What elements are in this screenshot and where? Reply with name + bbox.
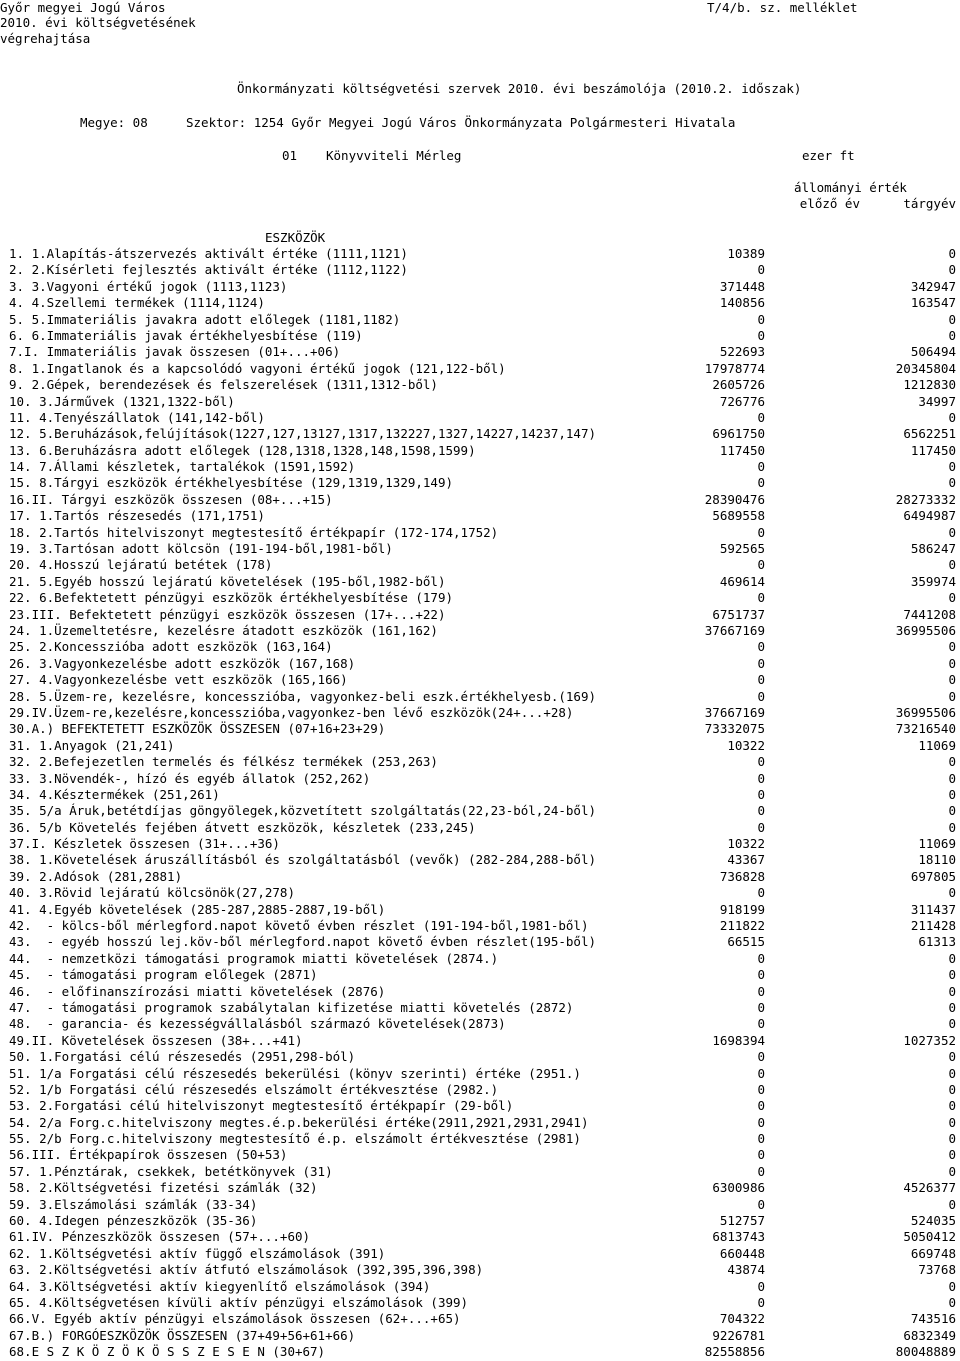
value-current-year: 4526377 <box>903 1180 956 1196</box>
row-label: 51. 1/a Forgatási célú részesedés bekerülési (könyv szerinti) értéke (2951.) <box>9 1065 581 1081</box>
row-label: 45. - támogatási program előlegek (2871) <box>9 967 318 983</box>
table-row <box>0 557 960 573</box>
table-row <box>0 1000 960 1016</box>
value-previous-year: 0 <box>757 983 765 999</box>
row-label: 22. 6.Befektetett pénzügyi eszközök értékhelyesbítése (179) <box>9 590 454 606</box>
value-previous-year: 0 <box>757 1114 765 1130</box>
value-previous-year: 0 <box>757 639 765 655</box>
value-previous-year: 10322 <box>727 836 765 852</box>
table-row <box>0 1164 960 1180</box>
report-title: Önkormányzati költségvetési szervek 2010. évi beszámolója (2010.2. időszak) <box>237 81 802 96</box>
value-current-year: 0 <box>948 983 956 999</box>
table-row <box>0 967 960 983</box>
table-row <box>0 623 960 639</box>
value-current-year: 0 <box>948 262 956 278</box>
value-previous-year: 73332075 <box>704 721 765 737</box>
value-current-year: 0 <box>948 803 956 819</box>
row-label: 11. 4.Tenyészállatok (141,142-ből) <box>9 409 265 425</box>
row-label: 63. 2.Költségvetési aktív átfutó elszámolások (392,395,396,398) <box>9 1262 484 1278</box>
table-row <box>0 787 960 803</box>
value-previous-year: 117450 <box>719 442 765 458</box>
value-previous-year: 1698394 <box>712 1032 765 1048</box>
table-row <box>0 295 960 311</box>
row-label: 26. 3.Vagyonkezelésbe adott eszközök (167,168) <box>9 655 356 671</box>
table-row <box>0 934 960 950</box>
value-previous-year: 469614 <box>719 573 765 589</box>
value-current-year: 1027352 <box>903 1032 956 1048</box>
value-current-year: 0 <box>948 311 956 327</box>
value-previous-year: 0 <box>757 327 765 343</box>
value-previous-year: 43367 <box>727 852 765 868</box>
table-row <box>0 1098 960 1114</box>
value-previous-year: 0 <box>757 819 765 835</box>
table-row <box>0 590 960 606</box>
value-previous-year: 726776 <box>719 393 765 409</box>
row-label: 33. 3.Növendék-, hízó és egyéb állatok (252,262) <box>9 770 371 786</box>
row-label: 55. 2/b Forg.c.hitelviszony megtestesítő é.p. elszámolt értékvesztése (2981) <box>9 1131 581 1147</box>
table-row <box>0 639 960 655</box>
table-row <box>0 1082 960 1098</box>
value-current-year: 743516 <box>910 1311 956 1327</box>
table-row <box>0 312 960 328</box>
row-label: 60. 4.Idegen pénzeszközök (35-36) <box>9 1213 258 1229</box>
value-current-year: 586247 <box>910 541 956 557</box>
value-current-year: 697805 <box>910 868 956 884</box>
row-label: 25. 2.Koncesszióba adott eszközök (163,164) <box>9 639 333 655</box>
table-row <box>0 262 960 278</box>
value-current-year: 0 <box>948 967 956 983</box>
value-previous-year: 371448 <box>719 278 765 294</box>
value-current-year: 11069 <box>918 737 956 753</box>
row-label: 59. 3.Elszámolási számlák (33-34) <box>9 1196 258 1212</box>
value-current-year: 506494 <box>910 344 956 360</box>
value-previous-year: 0 <box>757 1295 765 1310</box>
row-label: 38. 1.Követelések áruszállításból és szolgáltatásból (vevők) (282-284,288-ből) <box>9 852 596 868</box>
table-row <box>0 426 960 442</box>
attachment-label: T/4/b. sz. melléklet <box>707 0 858 15</box>
row-label: 18. 2.Tartós hitelviszonyt megtestesítő értékpapír (172-174,1752) <box>9 524 499 540</box>
value-current-year: 0 <box>948 1295 956 1310</box>
value-current-year: 0 <box>948 672 956 688</box>
value-current-year: 0 <box>948 1163 956 1179</box>
value-current-year: 311437 <box>910 901 956 917</box>
value-current-year: 0 <box>948 655 956 671</box>
column-header-current-year: tárgyév <box>903 196 956 211</box>
row-label: 15. 8.Tárgyi eszközök értékhelyesbítése (129,1319,1329,149) <box>9 475 454 491</box>
row-label: 54. 2/a Forg.c.hitelviszony megtes.é.p.bekerülési értéke(2911,2921,2931,2941) <box>9 1114 589 1130</box>
row-label: 20. 4.Hosszú lejáratú betétek (178) <box>9 557 273 573</box>
value-previous-year: 0 <box>757 1278 765 1294</box>
value-current-year: 0 <box>948 409 956 425</box>
value-previous-year: 592565 <box>719 541 765 557</box>
value-current-year: 669748 <box>910 1245 956 1261</box>
value-previous-year: 0 <box>757 754 765 770</box>
value-type-label: állományi érték <box>794 180 907 195</box>
row-label: 61.IV. Pénzeszközök összesen (57+...+60) <box>9 1229 311 1245</box>
unit-label: ezer ft <box>802 148 855 163</box>
table-row <box>0 1213 960 1229</box>
form-code: 01 <box>282 148 298 163</box>
row-label: 56.III. Értékpapírok összesen (50+53) <box>9 1147 288 1163</box>
row-label: 34. 4.Késztermékek (251,261) <box>9 786 220 802</box>
table-row <box>0 279 960 295</box>
row-label: 46. - előfinanszírozási miatti követelések (2876) <box>9 983 386 999</box>
table-row <box>0 689 960 705</box>
value-previous-year: 43874 <box>727 1262 765 1278</box>
row-label: 12. 5.Beruházások,felújítások(1227,127,13127,1317,132227,1327,14227,14237,147) <box>9 426 596 442</box>
value-previous-year: 0 <box>757 475 765 491</box>
value-current-year: 0 <box>948 786 956 802</box>
value-previous-year: 918199 <box>719 901 765 917</box>
value-previous-year: 736828 <box>719 868 765 884</box>
row-label: 31. 1.Anyagok (21,241) <box>9 737 175 753</box>
table-row <box>0 672 960 688</box>
table-row <box>0 443 960 459</box>
row-label: 48. - garancia- és kezességvállalásból származó követelések(2873) <box>9 1016 506 1032</box>
table-row <box>0 869 960 885</box>
value-current-year: 0 <box>948 885 956 901</box>
row-label: 5. 5.Immateriális javakra adott előlegek (1181,1182) <box>9 311 401 327</box>
row-label: 23.III. Befektetett pénzügyi eszközök összesen (17+...+22) <box>9 606 446 622</box>
value-current-year: 0 <box>948 1114 956 1130</box>
table-row <box>0 1147 960 1163</box>
table-row <box>0 459 960 475</box>
table-row <box>0 1328 960 1344</box>
value-previous-year: 0 <box>757 1147 765 1163</box>
value-previous-year: 0 <box>757 770 765 786</box>
value-current-year: 0 <box>948 459 956 475</box>
row-label: 3. 3.Vagyoni értékű jogok (1113,1123) <box>9 278 288 294</box>
value-previous-year: 211822 <box>719 918 765 934</box>
value-current-year: 524035 <box>910 1213 956 1229</box>
table-row <box>0 1295 960 1311</box>
value-current-year: 80048889 <box>895 1344 956 1360</box>
org-name-line3: végrehajtása <box>0 31 91 46</box>
row-label: 66.V. Egyéb aktív pénzügyi elszámolások összesen (62+...+65) <box>9 1311 461 1327</box>
value-current-year: 0 <box>948 950 956 966</box>
value-previous-year: 140856 <box>719 295 765 311</box>
table-row <box>0 1115 960 1131</box>
value-current-year: 0 <box>948 246 956 261</box>
value-previous-year: 6961750 <box>712 426 765 442</box>
value-current-year: 73768 <box>918 1262 956 1278</box>
table-row <box>0 1279 960 1295</box>
value-current-year: 117450 <box>910 442 956 458</box>
table-row <box>0 1344 960 1360</box>
value-current-year: 163547 <box>910 295 956 311</box>
value-previous-year: 0 <box>757 688 765 704</box>
table-row <box>0 820 960 836</box>
row-label: 41. 4.Egyéb követelések (285-287,2885-2887,19-ből) <box>9 901 386 917</box>
value-current-year: 0 <box>948 819 956 835</box>
value-previous-year: 10389 <box>727 246 765 261</box>
value-current-year: 36995506 <box>895 704 956 720</box>
value-current-year: 0 <box>948 475 956 491</box>
value-previous-year: 0 <box>757 1163 765 1179</box>
table-row <box>0 377 960 393</box>
row-label: 28. 5.Üzem-re, kezelésre, koncesszióba, vagyonkez-beli eszk.értékhelyesb.(169) <box>9 688 596 704</box>
table-row <box>0 721 960 737</box>
table-row <box>0 852 960 868</box>
table-row <box>0 803 960 819</box>
value-current-year: 0 <box>948 1049 956 1065</box>
row-label: 32. 2.Befejezetlen termelés és félkész termékek (253,263) <box>9 754 438 770</box>
value-current-year: 0 <box>948 327 956 343</box>
table-row <box>0 885 960 901</box>
row-label: 57. 1.Pénztárak, csekkek, betétkönyvek (31) <box>9 1163 333 1179</box>
balance-sheet-table <box>0 246 960 1361</box>
value-current-year: 61313 <box>918 934 956 950</box>
row-label: 16.II. Tárgyi eszközök összesen (08+...+15) <box>9 491 333 507</box>
value-current-year: 211428 <box>910 918 956 934</box>
row-label: 4. 4.Szellemi termékek (1114,1124) <box>9 295 265 311</box>
value-previous-year: 6751737 <box>712 606 765 622</box>
table-row <box>0 656 960 672</box>
value-current-year: 36995506 <box>895 622 956 638</box>
row-label: 37.I. Készletek összesen (31+...+36) <box>9 836 280 852</box>
table-row <box>0 1311 960 1327</box>
value-current-year: 1212830 <box>903 377 956 393</box>
row-label: 9. 2.Gépek, berendezések és felszerelések (1311,1312-ből) <box>9 377 438 393</box>
row-label: 53. 2.Forgatási célú hitelviszonyt megtestesítő értékpapír (29-ből) <box>9 1098 514 1114</box>
value-current-year: 0 <box>948 1147 956 1163</box>
table-row <box>0 705 960 721</box>
value-current-year: 0 <box>948 590 956 606</box>
value-previous-year: 0 <box>757 786 765 802</box>
row-label: 17. 1.Tartós részesedés (171,1751) <box>9 508 265 524</box>
value-current-year: 0 <box>948 1098 956 1114</box>
value-previous-year: 0 <box>757 262 765 278</box>
row-label: 29.IV.Üzem-re,kezelésre,koncesszióba,vagyonkez-ben lévő eszközök(24+...+28) <box>9 704 574 720</box>
row-label: 21. 5.Egyéb hosszú lejáratú követelések (195-ből,1982-ből) <box>9 573 446 589</box>
table-row <box>0 1049 960 1065</box>
org-name-line1: Győr megyei Jogú Város <box>0 0 166 15</box>
value-current-year: 0 <box>948 1278 956 1294</box>
row-label: 8. 1.Ingatlanok és a kapcsolódó vagyoni értékű jogok (121,122-ből) <box>9 360 506 376</box>
value-previous-year: 2605726 <box>712 377 765 393</box>
table-row <box>0 771 960 787</box>
table-row <box>0 984 960 1000</box>
row-label: 42. - kölcs-ből mérlegford.napot követő évben részlet (191-194-ből,1981-ből) <box>9 918 589 934</box>
value-previous-year: 0 <box>757 885 765 901</box>
table-row <box>0 328 960 344</box>
value-previous-year: 9226781 <box>712 1327 765 1343</box>
value-previous-year: 0 <box>757 1196 765 1212</box>
value-current-year: 6494987 <box>903 508 956 524</box>
row-label: 49.II. Követelések összesen (38+...+41) <box>9 1032 303 1048</box>
table-row <box>0 410 960 426</box>
table-row <box>0 902 960 918</box>
row-label: 7.I. Immateriális javak összesen (01+...+06) <box>9 344 341 360</box>
table-row <box>0 344 960 360</box>
row-label: 10. 3.Járművek (1321,1322-ből) <box>9 393 235 409</box>
row-label: 64. 3.Költségvetési aktív kiegyenlítő elszámolások (394) <box>9 1278 431 1294</box>
value-current-year: 6832349 <box>903 1327 956 1343</box>
value-previous-year: 0 <box>757 803 765 819</box>
value-previous-year: 66515 <box>727 934 765 950</box>
value-previous-year: 512757 <box>719 1213 765 1229</box>
value-previous-year: 82558856 <box>704 1344 765 1360</box>
table-row <box>0 918 960 934</box>
value-previous-year: 0 <box>757 672 765 688</box>
value-previous-year: 0 <box>757 590 765 606</box>
table-row <box>0 525 960 541</box>
value-previous-year: 660448 <box>719 1245 765 1261</box>
value-current-year: 7441208 <box>903 606 956 622</box>
row-label: 30.A.) BEFEKTETETT ESZKÖZÖK ÖSSZESEN (07+16+23+29) <box>9 721 386 737</box>
row-label: 43. - egyéb hosszú lej.köv-ből mérlegford.napot követő évben részlet(195-ből) <box>9 934 596 950</box>
table-row <box>0 1016 960 1032</box>
value-previous-year: 6813743 <box>712 1229 765 1245</box>
row-label: 62. 1.Költségvetési aktív függő elszámolások (391) <box>9 1245 386 1261</box>
value-previous-year: 0 <box>757 999 765 1015</box>
row-label: 13. 6.Beruházásra adott előlegek (128,1318,1328,148,1598,1599) <box>9 442 476 458</box>
value-current-year: 0 <box>948 1131 956 1147</box>
row-label: 40. 3.Rövid lejáratú kölcsönök(27,278) <box>9 885 295 901</box>
value-previous-year: 6300986 <box>712 1180 765 1196</box>
value-previous-year: 0 <box>757 311 765 327</box>
value-previous-year: 0 <box>757 1081 765 1097</box>
value-previous-year: 0 <box>757 409 765 425</box>
value-current-year: 73216540 <box>895 721 956 737</box>
table-row <box>0 394 960 410</box>
value-current-year: 359974 <box>910 573 956 589</box>
table-row <box>0 508 960 524</box>
table-row <box>0 492 960 508</box>
table-row <box>0 1197 960 1213</box>
table-row <box>0 541 960 557</box>
value-current-year: 11069 <box>918 836 956 852</box>
value-previous-year: 0 <box>757 524 765 540</box>
table-row <box>0 1066 960 1082</box>
value-previous-year: 0 <box>757 1131 765 1147</box>
row-label: 36. 5/b Követelés fejében átvett eszközök, készletek (233,245) <box>9 819 476 835</box>
row-label: 58. 2.Költségvetési fizetési számlák (32) <box>9 1180 318 1196</box>
table-row <box>0 475 960 491</box>
row-label: 65. 4.Költségvetésen kívüli aktív pénzügyi elszámolások (399) <box>9 1295 469 1310</box>
table-row <box>0 574 960 590</box>
row-label: 52. 1/b Forgatási célú részesedés elszámolt értékvesztése (2982.) <box>9 1081 499 1097</box>
value-previous-year: 37667169 <box>704 704 765 720</box>
row-label: 68.E S Z K Ö Z Ö K Ö S S Z E S E N (30+67) <box>9 1344 326 1360</box>
value-previous-year: 28390476 <box>704 491 765 507</box>
value-current-year: 18110 <box>918 852 956 868</box>
table-row <box>0 738 960 754</box>
value-previous-year: 704322 <box>719 1311 765 1327</box>
row-label: 1. 1.Alapítás-átszervezés aktivált értéke (1111,1121) <box>9 246 408 261</box>
value-current-year: 0 <box>948 754 956 770</box>
value-current-year: 0 <box>948 1081 956 1097</box>
value-current-year: 0 <box>948 1065 956 1081</box>
value-previous-year: 0 <box>757 1049 765 1065</box>
value-current-year: 0 <box>948 688 956 704</box>
table-row <box>0 754 960 770</box>
value-current-year: 0 <box>948 1016 956 1032</box>
value-previous-year: 0 <box>757 950 765 966</box>
row-label: 2. 2.Kísérleti fejlesztés aktivált értéke (1112,1122) <box>9 262 408 278</box>
value-current-year: 20345804 <box>895 360 956 376</box>
table-row <box>0 246 960 262</box>
value-previous-year: 0 <box>757 1065 765 1081</box>
value-current-year: 34997 <box>918 393 956 409</box>
table-row <box>0 1131 960 1147</box>
value-previous-year: 37667169 <box>704 622 765 638</box>
value-previous-year: 522693 <box>719 344 765 360</box>
value-current-year: 28273332 <box>895 491 956 507</box>
value-current-year: 0 <box>948 557 956 573</box>
row-label: 6. 6.Immateriális javak értékhelyesbítése (119) <box>9 327 363 343</box>
section-title: ESZKÖZÖK <box>265 230 326 245</box>
value-current-year: 5050412 <box>903 1229 956 1245</box>
value-previous-year: 0 <box>757 1098 765 1114</box>
value-previous-year: 0 <box>757 557 765 573</box>
table-row <box>0 607 960 623</box>
table-row <box>0 361 960 377</box>
value-current-year: 0 <box>948 1196 956 1212</box>
row-label: 35. 5/a Áruk,betétdíjas göngyölegek,közvetített szolgáltatás(22,23-ból,24-ből) <box>9 803 596 819</box>
table-row <box>0 1180 960 1196</box>
column-header-previous-year: előző év <box>799 196 860 211</box>
value-previous-year: 0 <box>757 459 765 475</box>
form-name: Könyvviteli Mérleg <box>326 148 462 163</box>
sector-name: Szektor: 1254 Győr Megyei Jogú Város Önkormányzata Polgármesteri Hivatala <box>186 115 736 130</box>
value-previous-year: 0 <box>757 967 765 983</box>
value-current-year: 342947 <box>910 278 956 294</box>
value-current-year: 6562251 <box>903 426 956 442</box>
row-label: 27. 4.Vagyonkezelésbe vett eszközök (165,166) <box>9 672 348 688</box>
table-row <box>0 1229 960 1245</box>
table-row <box>0 1033 960 1049</box>
row-label: 44. - nemzetközi támogatási programok miatti követelések (2874.) <box>9 950 499 966</box>
table-row <box>0 836 960 852</box>
table-row <box>0 951 960 967</box>
value-previous-year: 0 <box>757 655 765 671</box>
value-current-year: 0 <box>948 999 956 1015</box>
row-label: 24. 1.Üzemeltetésre, kezelésre átadott eszközök (161,162) <box>9 622 438 638</box>
table-row <box>0 1246 960 1262</box>
table-row <box>0 1262 960 1278</box>
value-previous-year: 0 <box>757 1016 765 1032</box>
county-code: Megye: 08 <box>80 115 148 130</box>
row-label: 19. 3.Tartósan adott kölcsön (191-194-ből,1981-ből) <box>9 541 393 557</box>
row-label: 47. - támogatási programok szabálytalan kifizetése miatti követelés (2872) <box>9 999 574 1015</box>
value-previous-year: 17978774 <box>704 360 765 376</box>
row-label: 50. 1.Forgatási célú részesedés (2951,298-ból) <box>9 1049 356 1065</box>
row-label: 67.B.) FORGÓESZKÖZÖK ÖSSZESEN (37+49+56+61+66) <box>9 1327 356 1343</box>
row-label: 14. 7.Állami készletek, tartalékok (1591,1592) <box>9 459 356 475</box>
value-previous-year: 5689558 <box>712 508 765 524</box>
org-name-line2: 2010. évi költségvetésének <box>0 15 196 30</box>
value-current-year: 0 <box>948 524 956 540</box>
value-current-year: 0 <box>948 639 956 655</box>
row-label: 39. 2.Adósok (281,2881) <box>9 868 183 884</box>
value-previous-year: 10322 <box>727 737 765 753</box>
value-current-year: 0 <box>948 770 956 786</box>
